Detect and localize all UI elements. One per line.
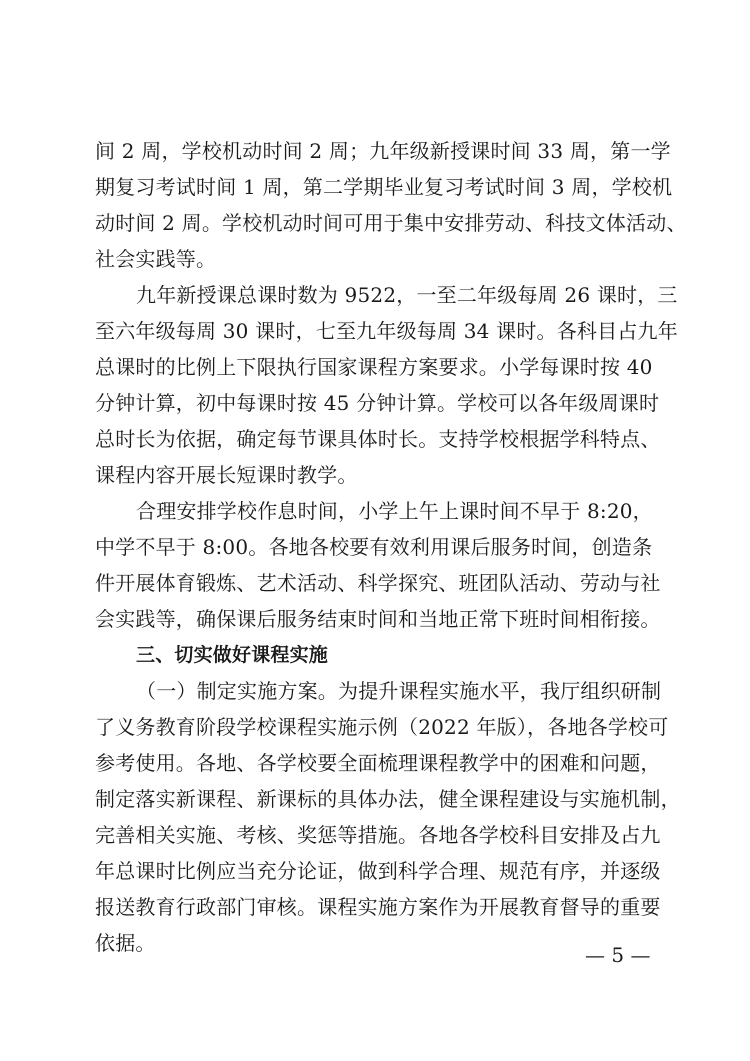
paragraph-line: 课程内容开展长短课时教学。 — [95, 463, 358, 487]
paragraph-line: 完善相关实施、考核、奖惩等措施。各地各学校科目安排及占九 — [95, 823, 661, 847]
paragraph-line: 依据。 — [95, 931, 156, 955]
paragraph-2 — [95, 277, 678, 493]
paragraph-line: 间 2 周，学校机动时间 2 周；九年级新授课时间 33 周，第一学 — [95, 139, 671, 163]
document-body — [95, 133, 687, 961]
section-heading: 三、切实做好课程实施 — [136, 644, 329, 666]
page-number: — 5 — — [585, 943, 651, 967]
paragraph-line: 了义务教育阶段学校课程实施示例（2022 年版），各地各学校可 — [95, 715, 669, 739]
paragraph-4 — [95, 673, 681, 961]
paragraph-line: 报送教育行政部门审核。课程实施方案作为开展教育督导的重要 — [95, 895, 661, 919]
paragraph-3 — [95, 493, 661, 637]
paragraph-line: 合理安排学校作息时间，小学上午上课时间不早于 8:20， — [136, 499, 653, 523]
paragraph-line: 中学不早于 8:00。各地各校要有效利用课后服务时间，创造条 — [95, 535, 653, 559]
paragraph-line: （一）制定实施方案。为提升课程实施水平，我厅组织研制 — [136, 679, 662, 703]
paragraph-line: 九年新授课总课时数为 9522，一至二年级每周 26 课时，三 — [136, 283, 678, 307]
paragraph-line: 期复习考试时间 1 周，第二学期毕业复习考试时间 3 周，学校机 — [95, 175, 673, 199]
paragraph-line: 动时间 2 周。学校机动时间可用于集中安排劳动、科技文体活动、 — [95, 211, 687, 235]
paragraph-1 — [95, 133, 687, 277]
paragraph-line: 分钟计算，初中每课时按 45 分钟计算。学校可以各年级周课时 — [95, 391, 660, 415]
paragraph-line: 总课时的比例上下限执行国家课程方案要求。小学每课时按 40 — [95, 355, 653, 379]
paragraph-line: 年总课时比例应当充分论证，做到科学合理、规范有序，并逐级 — [95, 859, 661, 883]
paragraph-line: 会实践等，确保课后服务结束时间和当地正常下班时间相衔接。 — [95, 607, 661, 631]
paragraph-line: 参考使用。各地、各学校要全面梳理课程教学中的困难和问题， — [95, 751, 661, 775]
paragraph-line: 件开展体育锻炼、艺术活动、科学探究、班团队活动、劳动与社 — [95, 571, 661, 595]
paragraph-line: 总时长为依据，确定每节课具体时长。支持学校根据学科特点、 — [95, 427, 661, 451]
paragraph-line: 制定落实新课程、新课标的具体办法，健全课程建设与实施机制， — [95, 787, 681, 811]
paragraph-line: 社会实践等。 — [95, 247, 217, 271]
paragraph-line: 至六年级每周 30 课时，七至九年级每周 34 课时。各科目占九年 — [95, 319, 678, 343]
